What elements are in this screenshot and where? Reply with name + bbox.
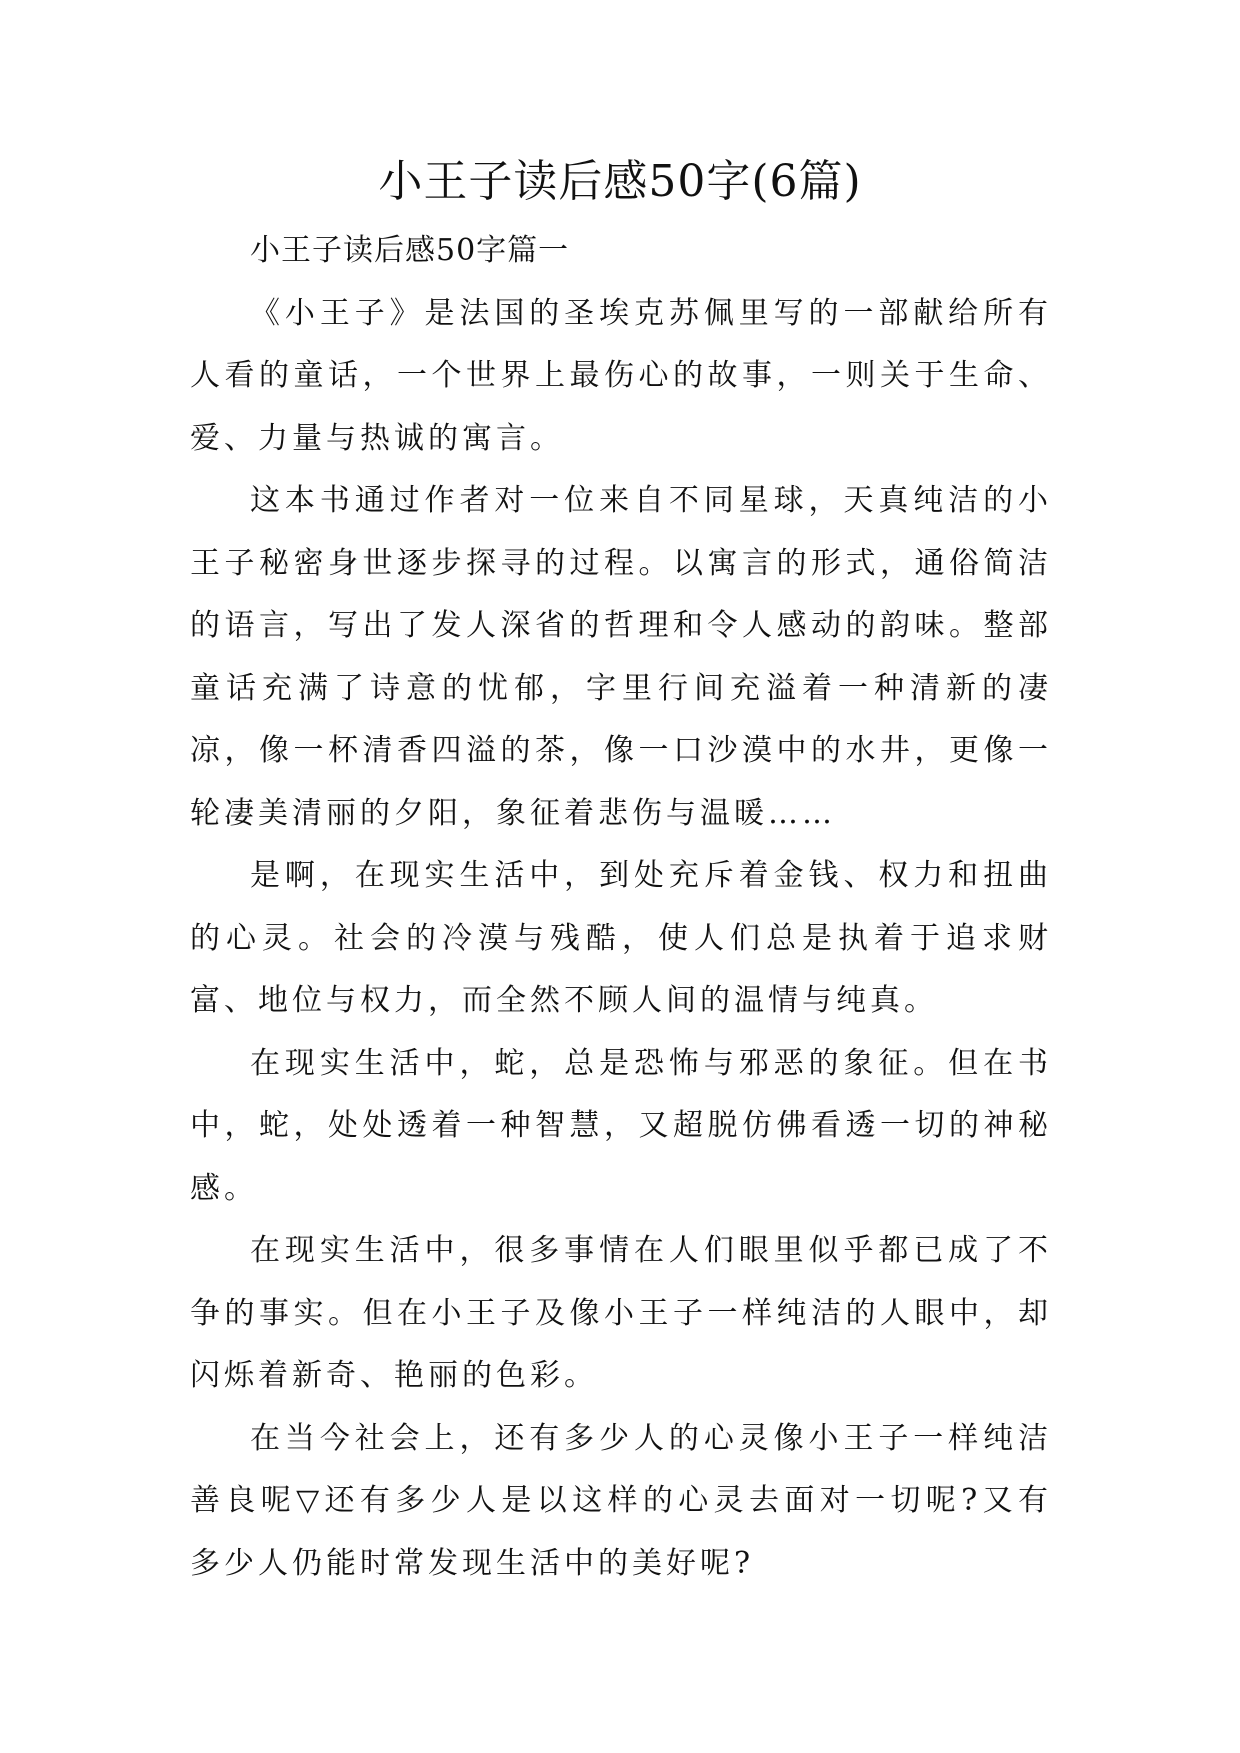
document-body (190, 220, 1052, 1595)
paragraph: 是啊，在现实生活中，到处充斥着金钱、权力和扭曲的心灵。社会的冷漠与残酷，使人们总是执着于追求财富、地位与权力，而全然不顾人间的温情与纯真。 (190, 858, 1052, 1018)
paragraph: 在当今社会上，还有多少人的心灵像小王子一样纯洁善良呢▽还有多少人是以这样的心灵去面对一切呢?又有多少人仍能时常发现生活中的美好呢? (190, 1420, 1052, 1581)
paragraph: 《小王子》是法国的圣埃克苏佩里写的一部献给所有人看的童话，一个世界上最伤心的故事，一则关于生命、爱、力量与热诚的寓言。 (190, 295, 1052, 456)
paragraph: 这本书通过作者对一位来自不同星球，天真纯洁的小王子秘密身世逐步探寻的过程。以寓言的形式，通俗简洁的语言，写出了发人深省的哲理和令人感动的韵味。整部童话充满了诗意的忧郁，字里行间充溢着一种清新的凄凉，像一杯清香四溢的茶，像一口沙漠中的水井，更像一轮凄美清丽的夕阳，象征着悲伤与温暖…… (190, 483, 1052, 831)
document-title: 小王子读后感50字(6篇) (378, 156, 862, 207)
section-heading: 小王子读后感50字篇一 (250, 233, 570, 268)
paragraph: 在现实生活中，蛇，总是恐怖与邪恶的象征。但在书中，蛇，处处透着一种智慧，又超脱仿佛看透一切的神秘感。 (190, 1045, 1052, 1206)
paragraph: 在现实生活中，很多事情在人们眼里似乎都已成了不争的事实。但在小王子及像小王子一样纯洁的人眼中，却闪烁着新奇、艳丽的色彩。 (190, 1233, 1052, 1393)
